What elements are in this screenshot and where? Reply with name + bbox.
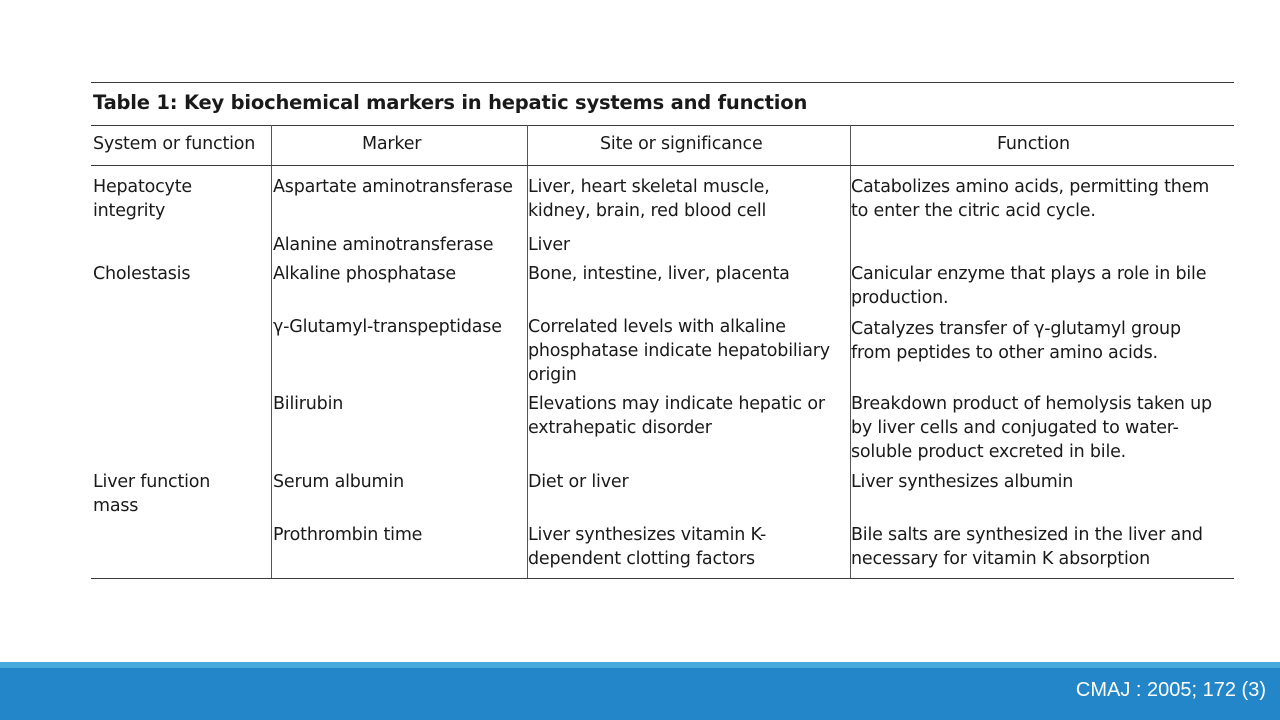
cell-system: Hepatocyte integrity: [93, 177, 192, 221]
cell-site: Liver, heart skeletal muscle, kidney, brain, red blood cell: [528, 177, 770, 221]
cell-site: Liver: [528, 235, 570, 255]
cell-function: Catalyzes transfer of γ-glutamyl group from peptides to other amino acids.: [851, 319, 1181, 363]
cell-system: Liver function mass: [93, 472, 211, 516]
header-system: System or function: [93, 134, 256, 154]
cell-site: Elevations may indicate hepatic or extrahepatic disorder: [528, 394, 825, 438]
header-site: Site or significance: [600, 134, 763, 154]
cell-site: Correlated levels with alkaline phosphatase indicate hepatobiliary origin: [528, 317, 830, 385]
cell-site: Bone, intestine, liver, placenta: [528, 264, 790, 284]
header-rule: [91, 165, 1234, 166]
cell-system: Cholestasis: [93, 264, 191, 284]
cell-function: Breakdown product of hemolysis taken up by liver cells and conjugated to water- soluble product excreted in bile.: [851, 394, 1212, 462]
cell-marker: Alkaline phosphatase: [273, 264, 456, 284]
cell-function: Liver synthesizes albumin: [851, 472, 1074, 492]
footer-bar: [0, 662, 1280, 720]
table-title: Table 1: Key biochemical markers in hepatic systems and function: [93, 91, 808, 114]
cell-marker: Aspartate aminotransferase: [273, 177, 513, 197]
table-top-rule: [91, 82, 1234, 83]
citation-text: CMAJ : 2005; 172 (3): [1075, 679, 1266, 701]
cell-marker: γ-Glutamyl-transpeptidase: [273, 317, 502, 337]
cell-function: Canicular enzyme that plays a role in bile production.: [851, 264, 1207, 308]
title-rule: [91, 125, 1234, 126]
cell-site: Diet or liver: [528, 472, 629, 492]
cell-marker: Serum albumin: [273, 472, 404, 492]
cell-marker: Alanine aminotransferase: [273, 235, 494, 255]
cell-site: Liver synthesizes vitamin K- dependent clotting factors: [528, 525, 767, 569]
column-divider: [271, 125, 272, 578]
header-function: Function: [997, 134, 1070, 154]
cell-marker: Prothrombin time: [273, 525, 423, 545]
footer-accent-strip: [0, 662, 1280, 668]
table-bottom-rule: [91, 578, 1234, 579]
cell-function: Bile salts are synthesized in the liver and necessary for vitamin K absorption: [851, 525, 1203, 569]
cell-marker: Bilirubin: [273, 394, 344, 414]
cell-function: Catabolizes amino acids, permitting them to enter the citric acid cycle.: [851, 177, 1210, 221]
header-marker: Marker: [362, 134, 422, 154]
